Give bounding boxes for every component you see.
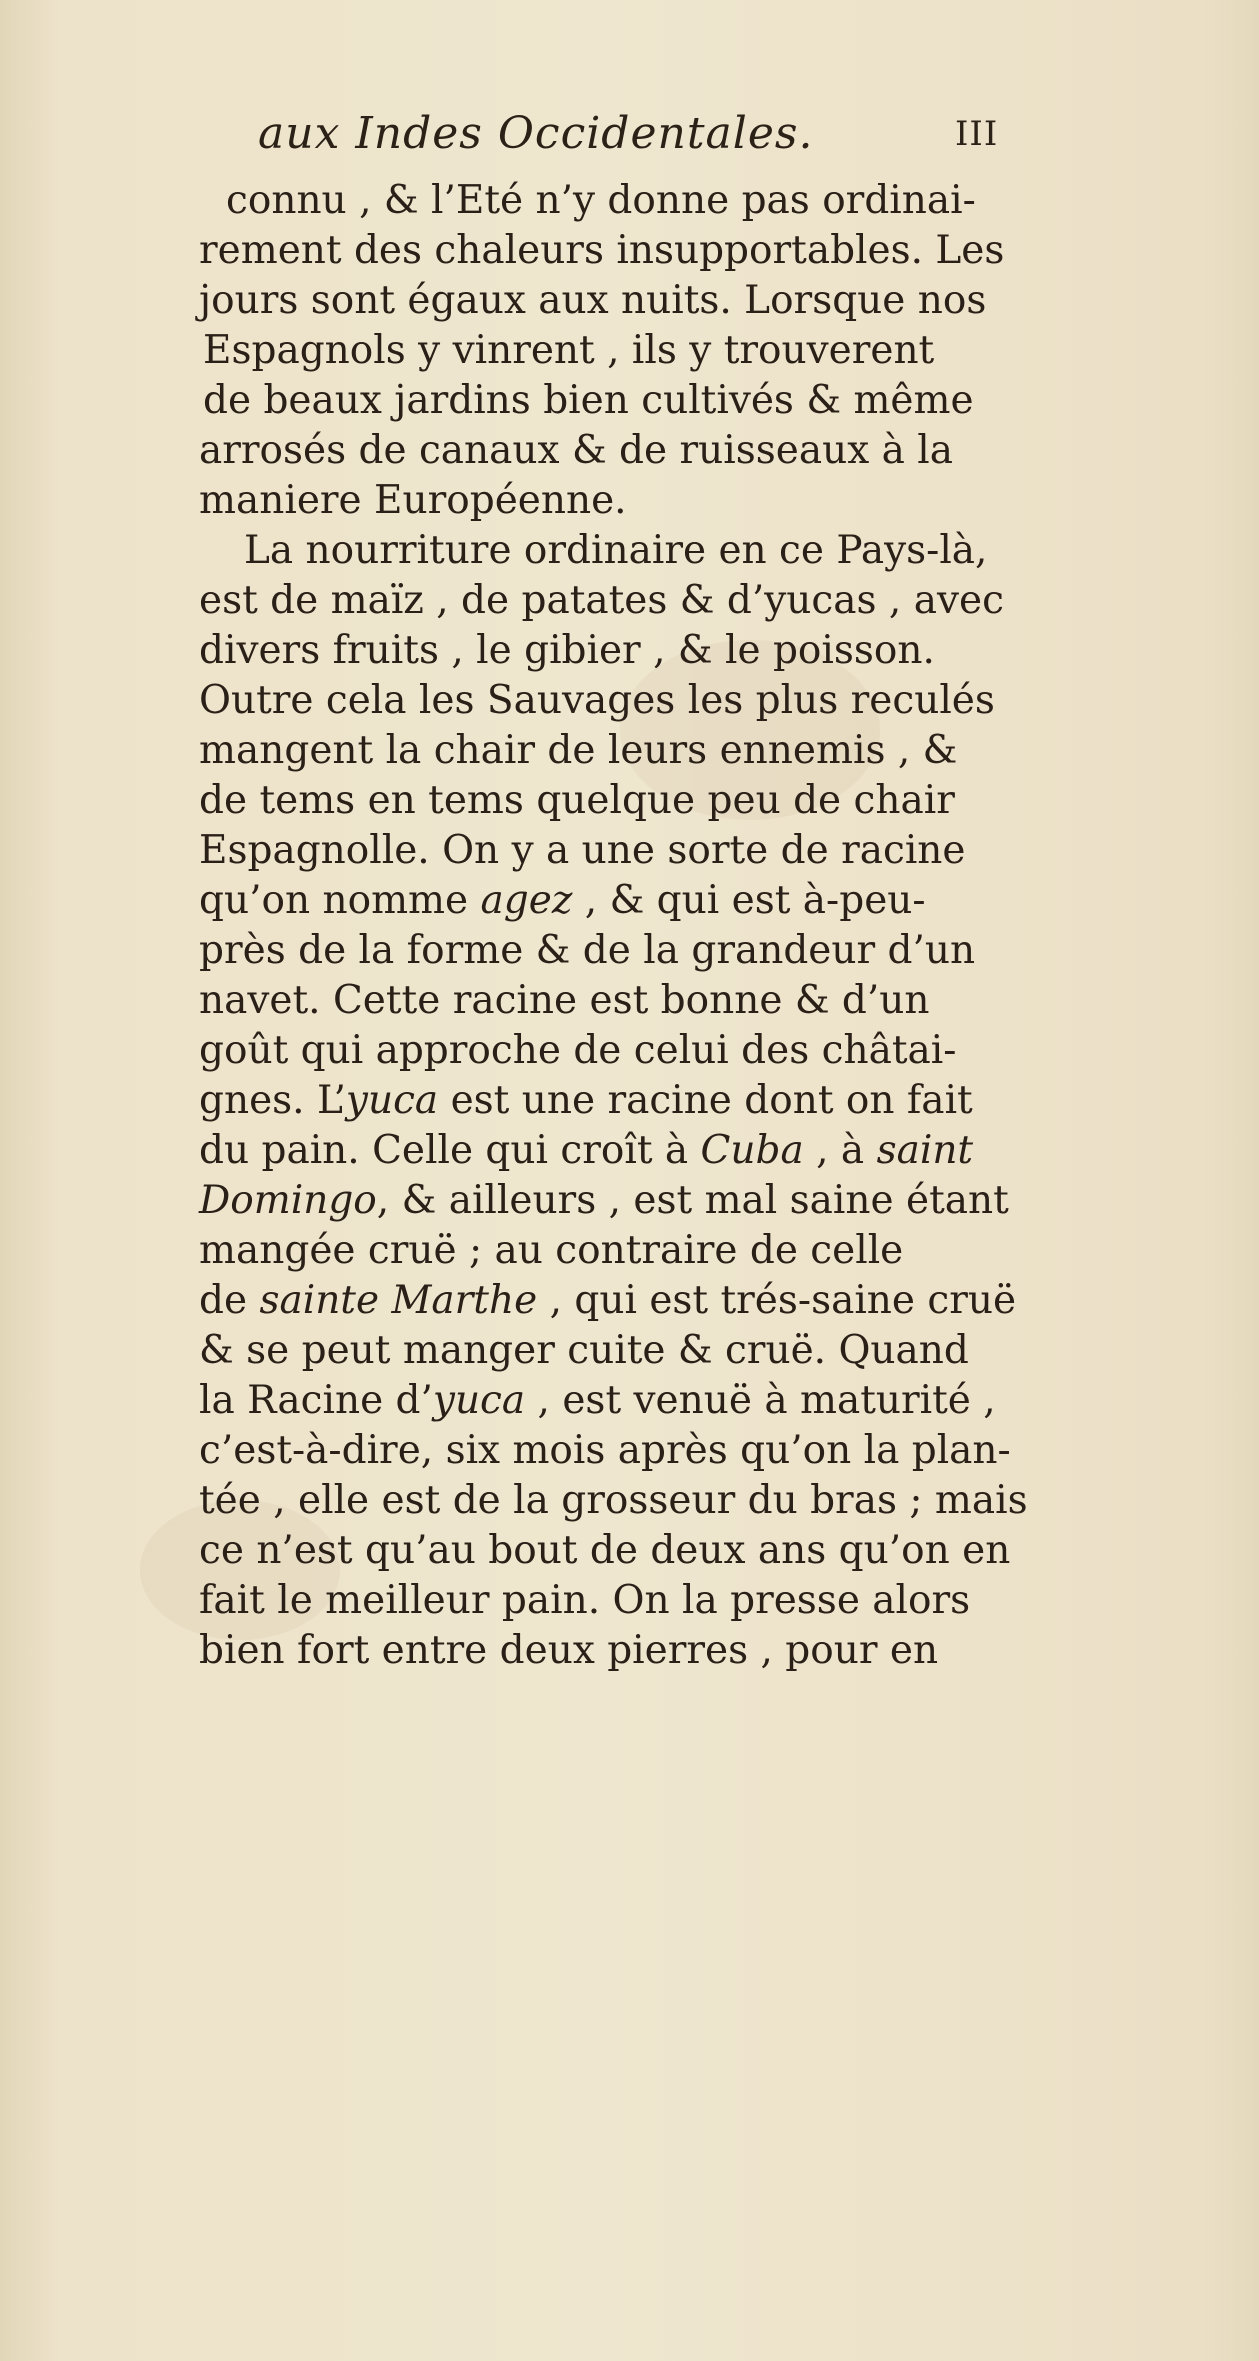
text-line (199, 226, 1004, 276)
text-span: est une racine dont on fait (438, 1078, 973, 1123)
text-span: ce n’est qu’au bout de deux ans qu’on en (199, 1528, 1011, 1573)
text-line (199, 876, 926, 926)
text-span: mangée cruë ; au contraire de celle (199, 1228, 904, 1273)
text-span: mangent la chair de leurs ennemis , & (199, 728, 958, 773)
text-line (199, 926, 975, 976)
text-span: divers fruits , le gibier , & le poisson. (199, 628, 935, 673)
text-span: maniere Européenne. (199, 478, 627, 523)
text-span: c’est-à-dire, six mois après qu’on la plan- (199, 1428, 1011, 1473)
running-head: aux Indes Occidentales. (258, 108, 814, 159)
text-span: , est venuë à maturité , (525, 1378, 996, 1423)
text-line (199, 1076, 973, 1126)
text-line (203, 376, 974, 426)
italic-text: yuca (432, 1378, 526, 1423)
text-span: goût qui approche de celui des châtai- (199, 1028, 957, 1073)
text-span: , & ailleurs , est mal saine étant (376, 1178, 1009, 1223)
text-span: navet. Cette racine est bonne & d’un (199, 978, 930, 1023)
text-line (199, 1426, 1011, 1476)
text-span: rement des chaleurs insupportables. Les (199, 228, 1005, 273)
text-span: de tems en tems quelque peu de chair (199, 778, 955, 823)
text-span: jours sont égaux aux nuits. Lorsque nos (199, 278, 987, 323)
text-line (199, 976, 930, 1026)
text-line (199, 626, 935, 676)
text-span: connu , & l’Eté n’y donne pas ordinai- (226, 178, 976, 223)
text-line (199, 1226, 903, 1276)
text-line (199, 1276, 1016, 1326)
italic-text: yuca (345, 1078, 439, 1123)
text-span: est de maïz , de patates & d’yucas , avec (199, 578, 1004, 623)
text-line (199, 1126, 973, 1176)
italic-text: Domingo (199, 1178, 377, 1223)
text-line (203, 326, 934, 376)
text-span: Outre cela les Sauvages les plus reculés (199, 678, 995, 723)
page-header (0, 108, 1259, 178)
text-line (199, 276, 986, 326)
text-span: fait le meilleur pain. On la presse alors (199, 1578, 971, 1623)
text-line (199, 1576, 970, 1626)
text-line (226, 176, 976, 226)
text-line (199, 1526, 1010, 1576)
text-line (199, 1326, 969, 1376)
text-span: la Racine d’ (199, 1378, 433, 1423)
text-span: arrosés de canaux & de ruisseaux à la (199, 428, 953, 473)
text-span: bien fort entre deux pierres , pour en (199, 1628, 939, 1673)
page-number: III (955, 114, 999, 154)
text-span: Espagnols y vinrent , ils y trouverent (203, 328, 935, 373)
text-span: de (199, 1278, 260, 1323)
text-line (199, 676, 995, 726)
text-line (199, 1476, 1028, 1526)
text-line (199, 1626, 938, 1676)
italic-text: sainte Marthe (259, 1278, 538, 1323)
text-span: gnes. L’ (199, 1078, 346, 1123)
text-span: qu’on nomme (199, 878, 481, 923)
text-line (199, 776, 955, 826)
text-line (199, 1026, 956, 1076)
italic-text: saint (876, 1128, 974, 1173)
text-span: de beaux jardins bien cultivés & même (203, 378, 974, 423)
text-line (199, 426, 953, 476)
text-line (199, 476, 627, 526)
text-line (244, 526, 987, 576)
text-span: & se peut manger cuite & cruë. Quand (199, 1328, 969, 1373)
text-span: près de la forme & de la grandeur d’un (199, 928, 976, 973)
text-line (199, 576, 1004, 626)
text-line (199, 1376, 996, 1426)
italic-text: Cuba (700, 1128, 804, 1173)
text-span: , qui est trés-saine cruë (537, 1278, 1017, 1323)
text-span: La nourriture ordinaire en ce Pays-là, (244, 528, 988, 573)
text-line (199, 826, 966, 876)
text-span: du pain. Celle qui croît à (199, 1128, 701, 1173)
text-span: Espagnolle. On y a une sorte de racine (199, 828, 966, 873)
text-line (199, 1176, 1009, 1226)
text-span: , à (803, 1128, 877, 1173)
italic-text: agez (480, 878, 573, 923)
text-span: tée , elle est de la grosseur du bras ; mais (199, 1478, 1028, 1523)
text-span: , & qui est à-peu- (572, 878, 926, 923)
text-line (199, 726, 957, 776)
